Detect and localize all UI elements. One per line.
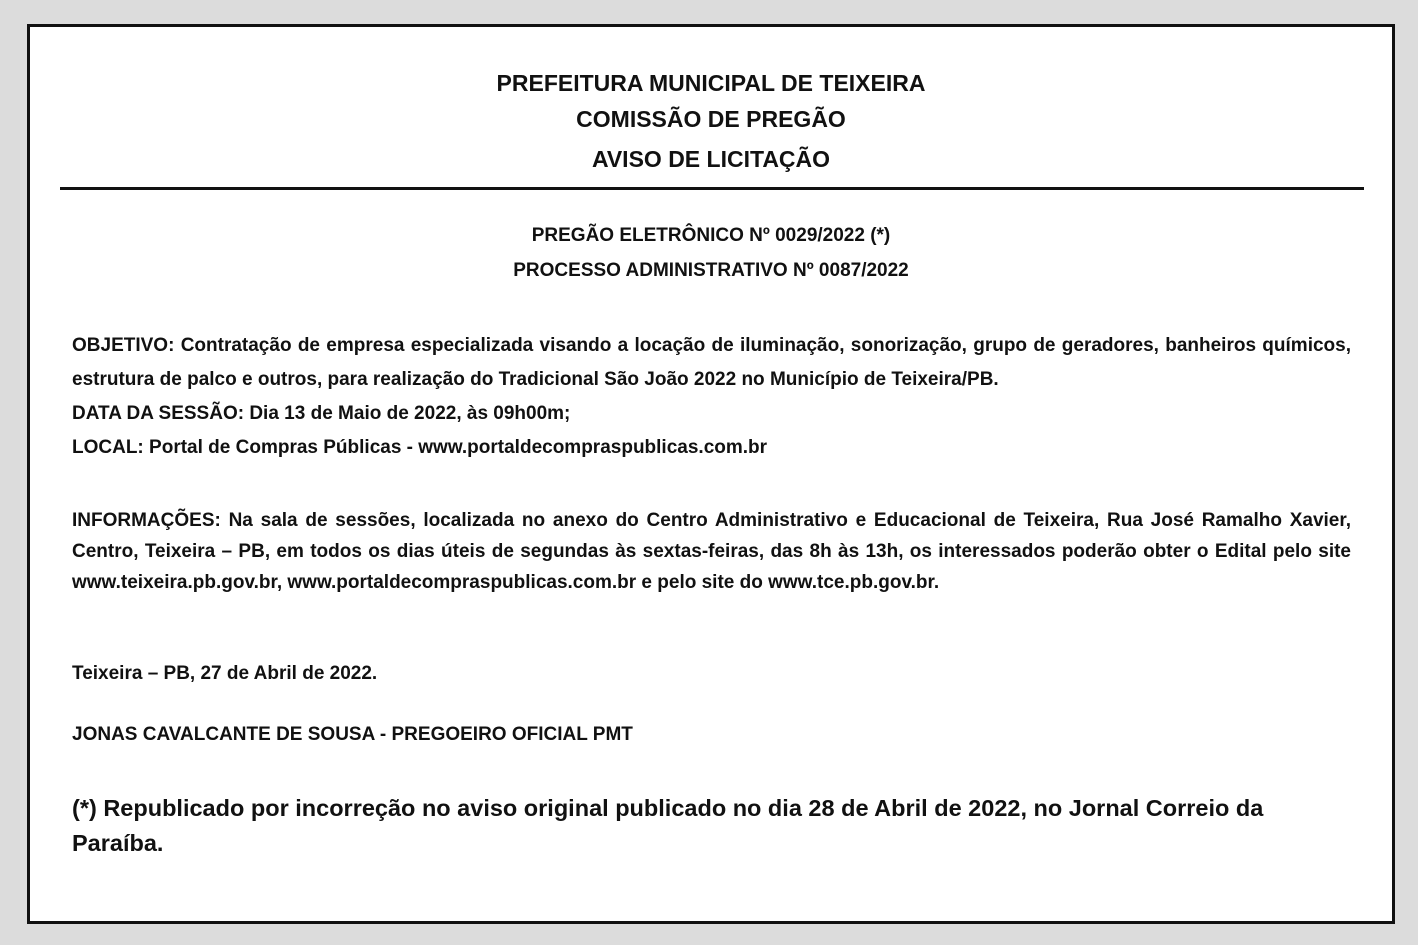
pregao-number: PREGÃO ELETRÔNICO Nº 0029/2022 (*) [531,225,891,246]
place-date-line: Teixeira – PB, 27 de Abril de 2022. [72,663,378,684]
notice-header [30,69,1392,173]
informacoes-paragraph: INFORMAÇÕES: Na sala de sessões, localizada no anexo do Centro Administrativo e Educacional de Teixeira, Rua José Ramalho Xavier, Centro, Teixeira – PB, em todos os dias úteis de segundas às sextas-feiras, das 8h às 13h, os interessados poderão obter o Edital pelo site www.teixeira.pb.gov.br, www.portaldecompraspublicas.com.br e pelo site do www.tce.pb.gov.br. [72,510,1351,593]
data-sessao-line: DATA DA SESSÃO: Dia 13 de Maio de 2022, às 09h00m; [72,403,571,424]
processo-number: PROCESSO ADMINISTRATIVO Nº 0087/2022 [513,260,909,281]
municipality-title: PREFEITURA MUNICIPAL DE TEIXEIRA [496,70,926,96]
notice-title: AVISO DE LICITAÇÃO [591,146,831,172]
notice-frame [27,24,1395,924]
objetivo-paragraph: OBJETIVO: Contratação de empresa especializada visando a locação de iluminação, sonorização, grupo de geradores, banheiros químicos, estrutura de palco e outros, para realização do Tradicional São João 2022 no Município de Teixeira/PB. [72,335,1351,390]
signer-line: JONAS CAVALCANTE DE SOUSA - PREGOEIRO OFICIAL PMT [72,724,633,745]
header-divider [60,187,1364,190]
commission-title: COMISSÃO DE PREGÃO [576,106,846,132]
local-line: LOCAL: Portal de Compras Públicas - www.portaldecompraspublicas.com.br [72,437,768,458]
republication-note: (*) Republicado por incorreção no aviso original publicado no dia 28 de Abril de 2022, no Jornal Correio da Paraíba. [72,795,1264,856]
